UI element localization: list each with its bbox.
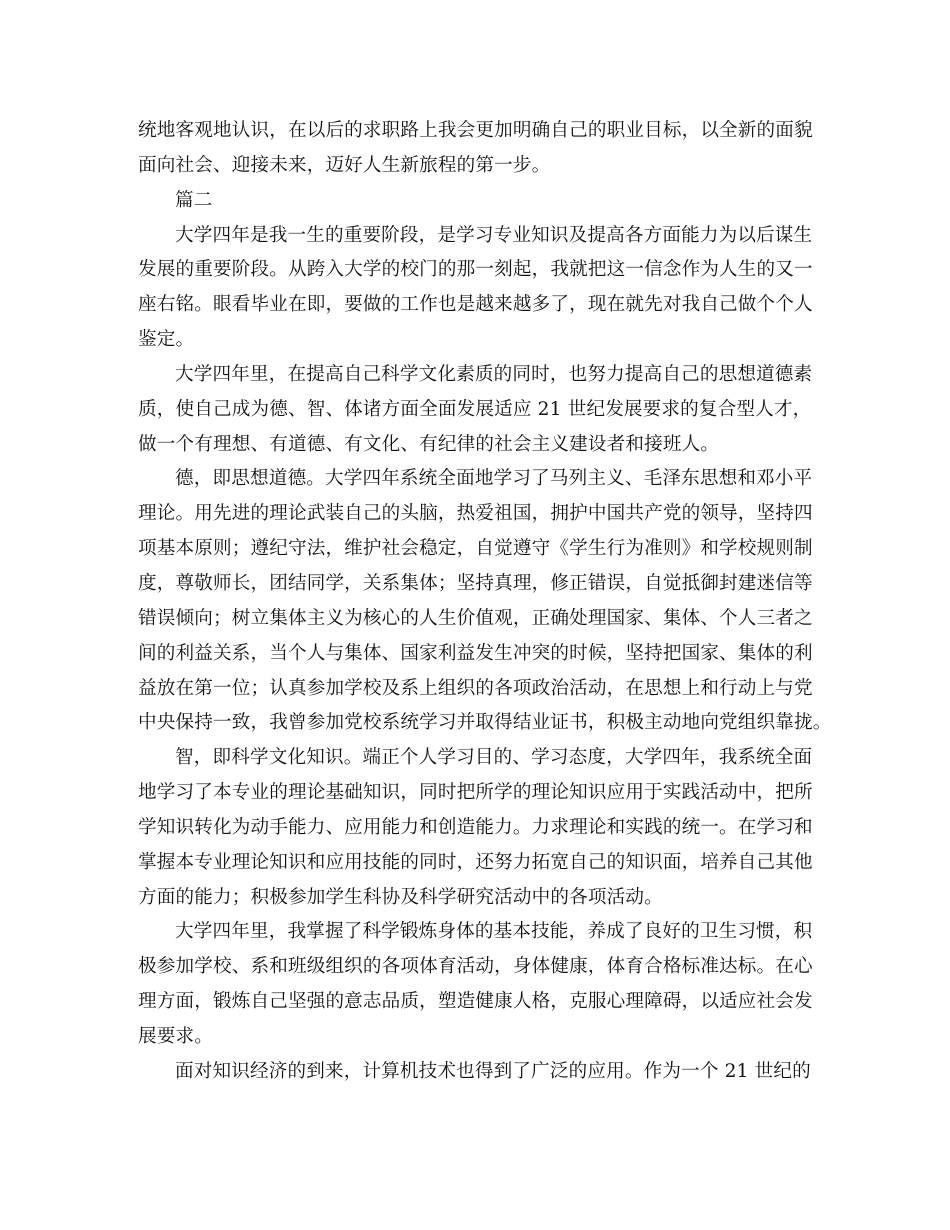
document-body [138,114,832,1090]
paragraph-start: 大学四年里，我掌握了科学锻炼身体的基本技能，养成了良好的卫生习惯，积 [175,921,813,943]
text-line: 座右铭。眼看毕业在即，要做的工作也是越来越多了，现在就先对我自己做个个人 [138,294,813,316]
text-line: 面向社会、迎接未来，迈好人生新旅程的第一步。 [138,154,551,176]
text-line: 学知识转化为动手能力、应用能力和创造能力。力求理论和实践的统一。在学习和 [138,816,813,838]
text-line: 统地客观地认识，在以后的求职路上我会更加明确自己的职业目标，以全新的面貌 [138,120,813,141]
text-line: 度，尊敬师长，团结同学，关系集体；坚持真理，修正错误，自觉抵御封建迷信等 [138,572,813,594]
text-line: 质，使自己成为德、智、体诸方面全面发展适应 21 世纪发展要求的复合型人才， [138,398,812,420]
text-line: 方面的能力；积极参加学生科协及科学研究活动中的各项活动。 [138,886,663,908]
text-line: 掌握本专业理论知识和应用技能的同时，还努力拓宽自己的知识面，培养自己其他 [138,851,813,873]
text-line: 益放在第一位；认真参加学校及系上组织的各项政治活动，在思想上和行动上与党 [138,677,813,699]
text-line: 理方面，锻炼自己坚强的意志品质，塑造健康人格，克服心理障碍，以适应社会发 [138,991,813,1013]
paragraph-start: 大学四年是我一生的重要阶段，是学习专业知识及提高各方面能力为以后谋生 [175,224,813,246]
text-line: 发展的重要阶段。从跨入大学的校门的那一刻起，我就把这一信念作为人生的又一 [138,259,813,281]
text-line: 展要求。 [138,1025,213,1047]
text-line: 中央保持一致，我曾参加党校系统学习并取得结业证书，积极主动地向党组织靠拢。 [138,712,832,734]
paragraph-start: 智，即科学文化知识。端正个人学习目的、学习态度，大学四年，我系统全面 [175,747,813,769]
text-line: 理论。用先进的理论武装自己的头脑，热爱祖国，拥护中国共产党的领导，坚持四 [138,503,813,525]
section-heading: 篇二 [175,189,213,211]
paragraph-start: 面对知识经济的到来，计算机技术也得到了广泛的应用。作为一个 21 世纪的 [175,1060,811,1082]
text-line: 项基本原则；遵纪守法，维护社会稳定，自觉遵守《学生行为准则》和学校规则制 [138,538,813,560]
text-line: 做一个有理想、有道德、有文化、有纪律的社会主义建设者和接班人。 [138,433,720,455]
text-line: 错误倾向；树立集体主义为核心的人生价值观，正确处理国家、集体、个人三者之 [138,607,813,629]
text-line: 地学习了本专业的理论基础知识，同时把所学的理论知识应用于实践活动中，把所 [138,782,813,804]
paragraph-start: 德，即思想道德。大学四年系统全面地学习了马列主义、毛泽东思想和邓小平 [175,468,813,490]
text-line: 鉴定。 [138,329,195,351]
text-line: 间的利益关系，当个人与集体、国家利益发生冲突的时候，坚持把国家、集体的利 [138,642,813,664]
paragraph-start: 大学四年里，在提高自己科学文化素质的同时，也努力提高自己的思想道德素 [175,363,813,385]
text-line: 极参加学校、系和班级组织的各项体育活动，身体健康，体育合格标准达标。在心 [138,956,813,978]
